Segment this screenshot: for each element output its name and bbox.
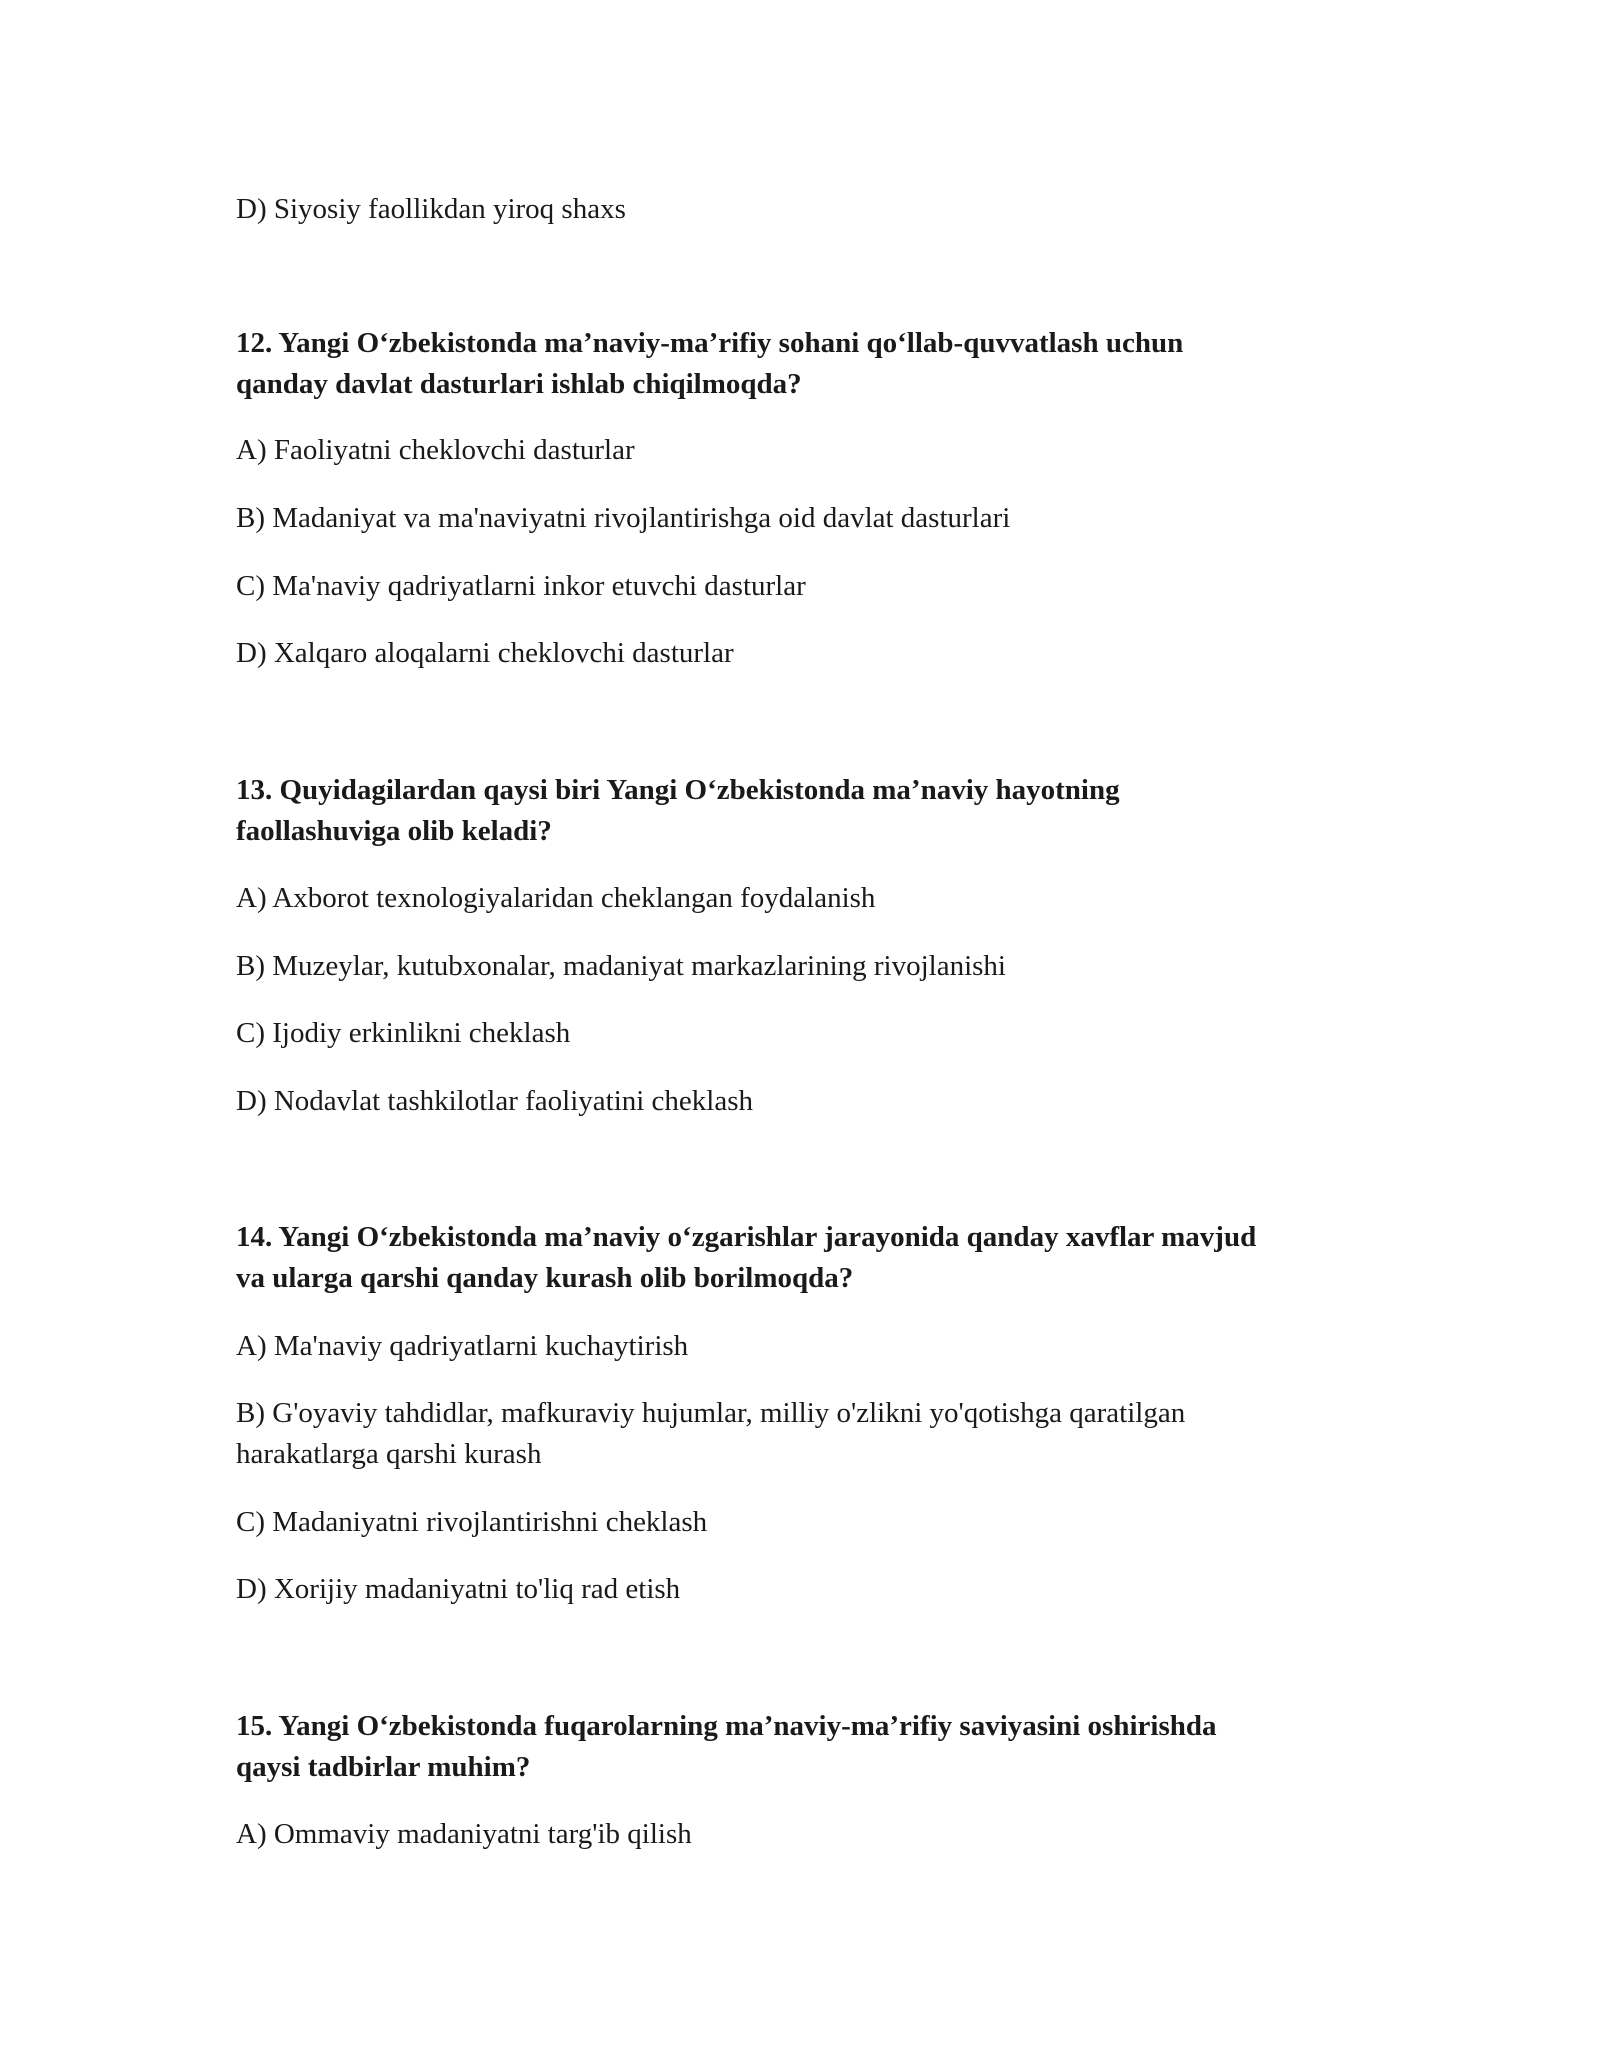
question-text: 12. Yangi O‘zbekistonda ma’naviy-ma’rifiy sohani qo‘llab-quvvatlash uchun — [236, 327, 1184, 359]
answer-option: B) Muzeylar, kutubxonalar, madaniyat markazlarining rivojlanishi — [236, 950, 1006, 982]
question-text: 13. Quyidagilardan qaysi biri Yangi O‘zbekistonda ma’naviy hayotning — [236, 774, 1120, 806]
question-text: faollashuviga olib keladi? — [236, 815, 552, 847]
answer-option: D) Nodavlat tashkilotlar faoliyatini cheklash — [236, 1085, 754, 1117]
answer-option: A) Ma'naviy qadriyatlarni kuchaytirish — [236, 1330, 689, 1362]
answer-option: C) Ijodiy erkinlikni cheklash — [236, 1017, 571, 1049]
answer-option: B) G'oyaviy tahdidlar, mafkuraviy hujumlar, milliy o'zlikni yo'qotishga qaratilgan — [236, 1397, 1186, 1429]
answer-option: A) Ommaviy madaniyatni targ'ib qilish — [236, 1818, 692, 1850]
question-text: 15. Yangi O‘zbekistonda fuqarolarning ma’naviy-ma’rifiy saviyasini oshirishda — [236, 1710, 1217, 1742]
answer-option: C) Ma'naviy qadriyatlarni inkor etuvchi dasturlar — [236, 570, 806, 602]
answer-option: B) Madaniyat va ma'naviyatni rivojlantirishga oid davlat dasturlari — [236, 502, 1011, 534]
answer-option: A) Axborot texnologiyalaridan cheklangan foydalanish — [236, 882, 876, 914]
question-text: 14. Yangi O‘zbekistonda ma’naviy o‘zgarishlar jarayonida qanday xavflar mavjud — [236, 1221, 1257, 1253]
question-text: qanday davlat dasturlari ishlab chiqilmoqda? — [236, 368, 802, 400]
answer-option: D) Siyosiy faollikdan yiroq shaxs — [236, 193, 626, 225]
answer-option: D) Xalqaro aloqalarni cheklovchi dasturlar — [236, 637, 734, 669]
question-text: qaysi tadbirlar muhim? — [236, 1751, 531, 1783]
answer-option: C) Madaniyatni rivojlantirishni cheklash — [236, 1506, 708, 1538]
answer-option: A) Faoliyatni cheklovchi dasturlar — [236, 434, 635, 466]
answer-option-continuation: harakatlarga qarshi kurash — [236, 1438, 542, 1470]
question-text: va ularga qarshi qanday kurash olib borilmoqda? — [236, 1262, 854, 1294]
answer-option: D) Xorijiy madaniyatni to'liq rad etish — [236, 1573, 681, 1605]
